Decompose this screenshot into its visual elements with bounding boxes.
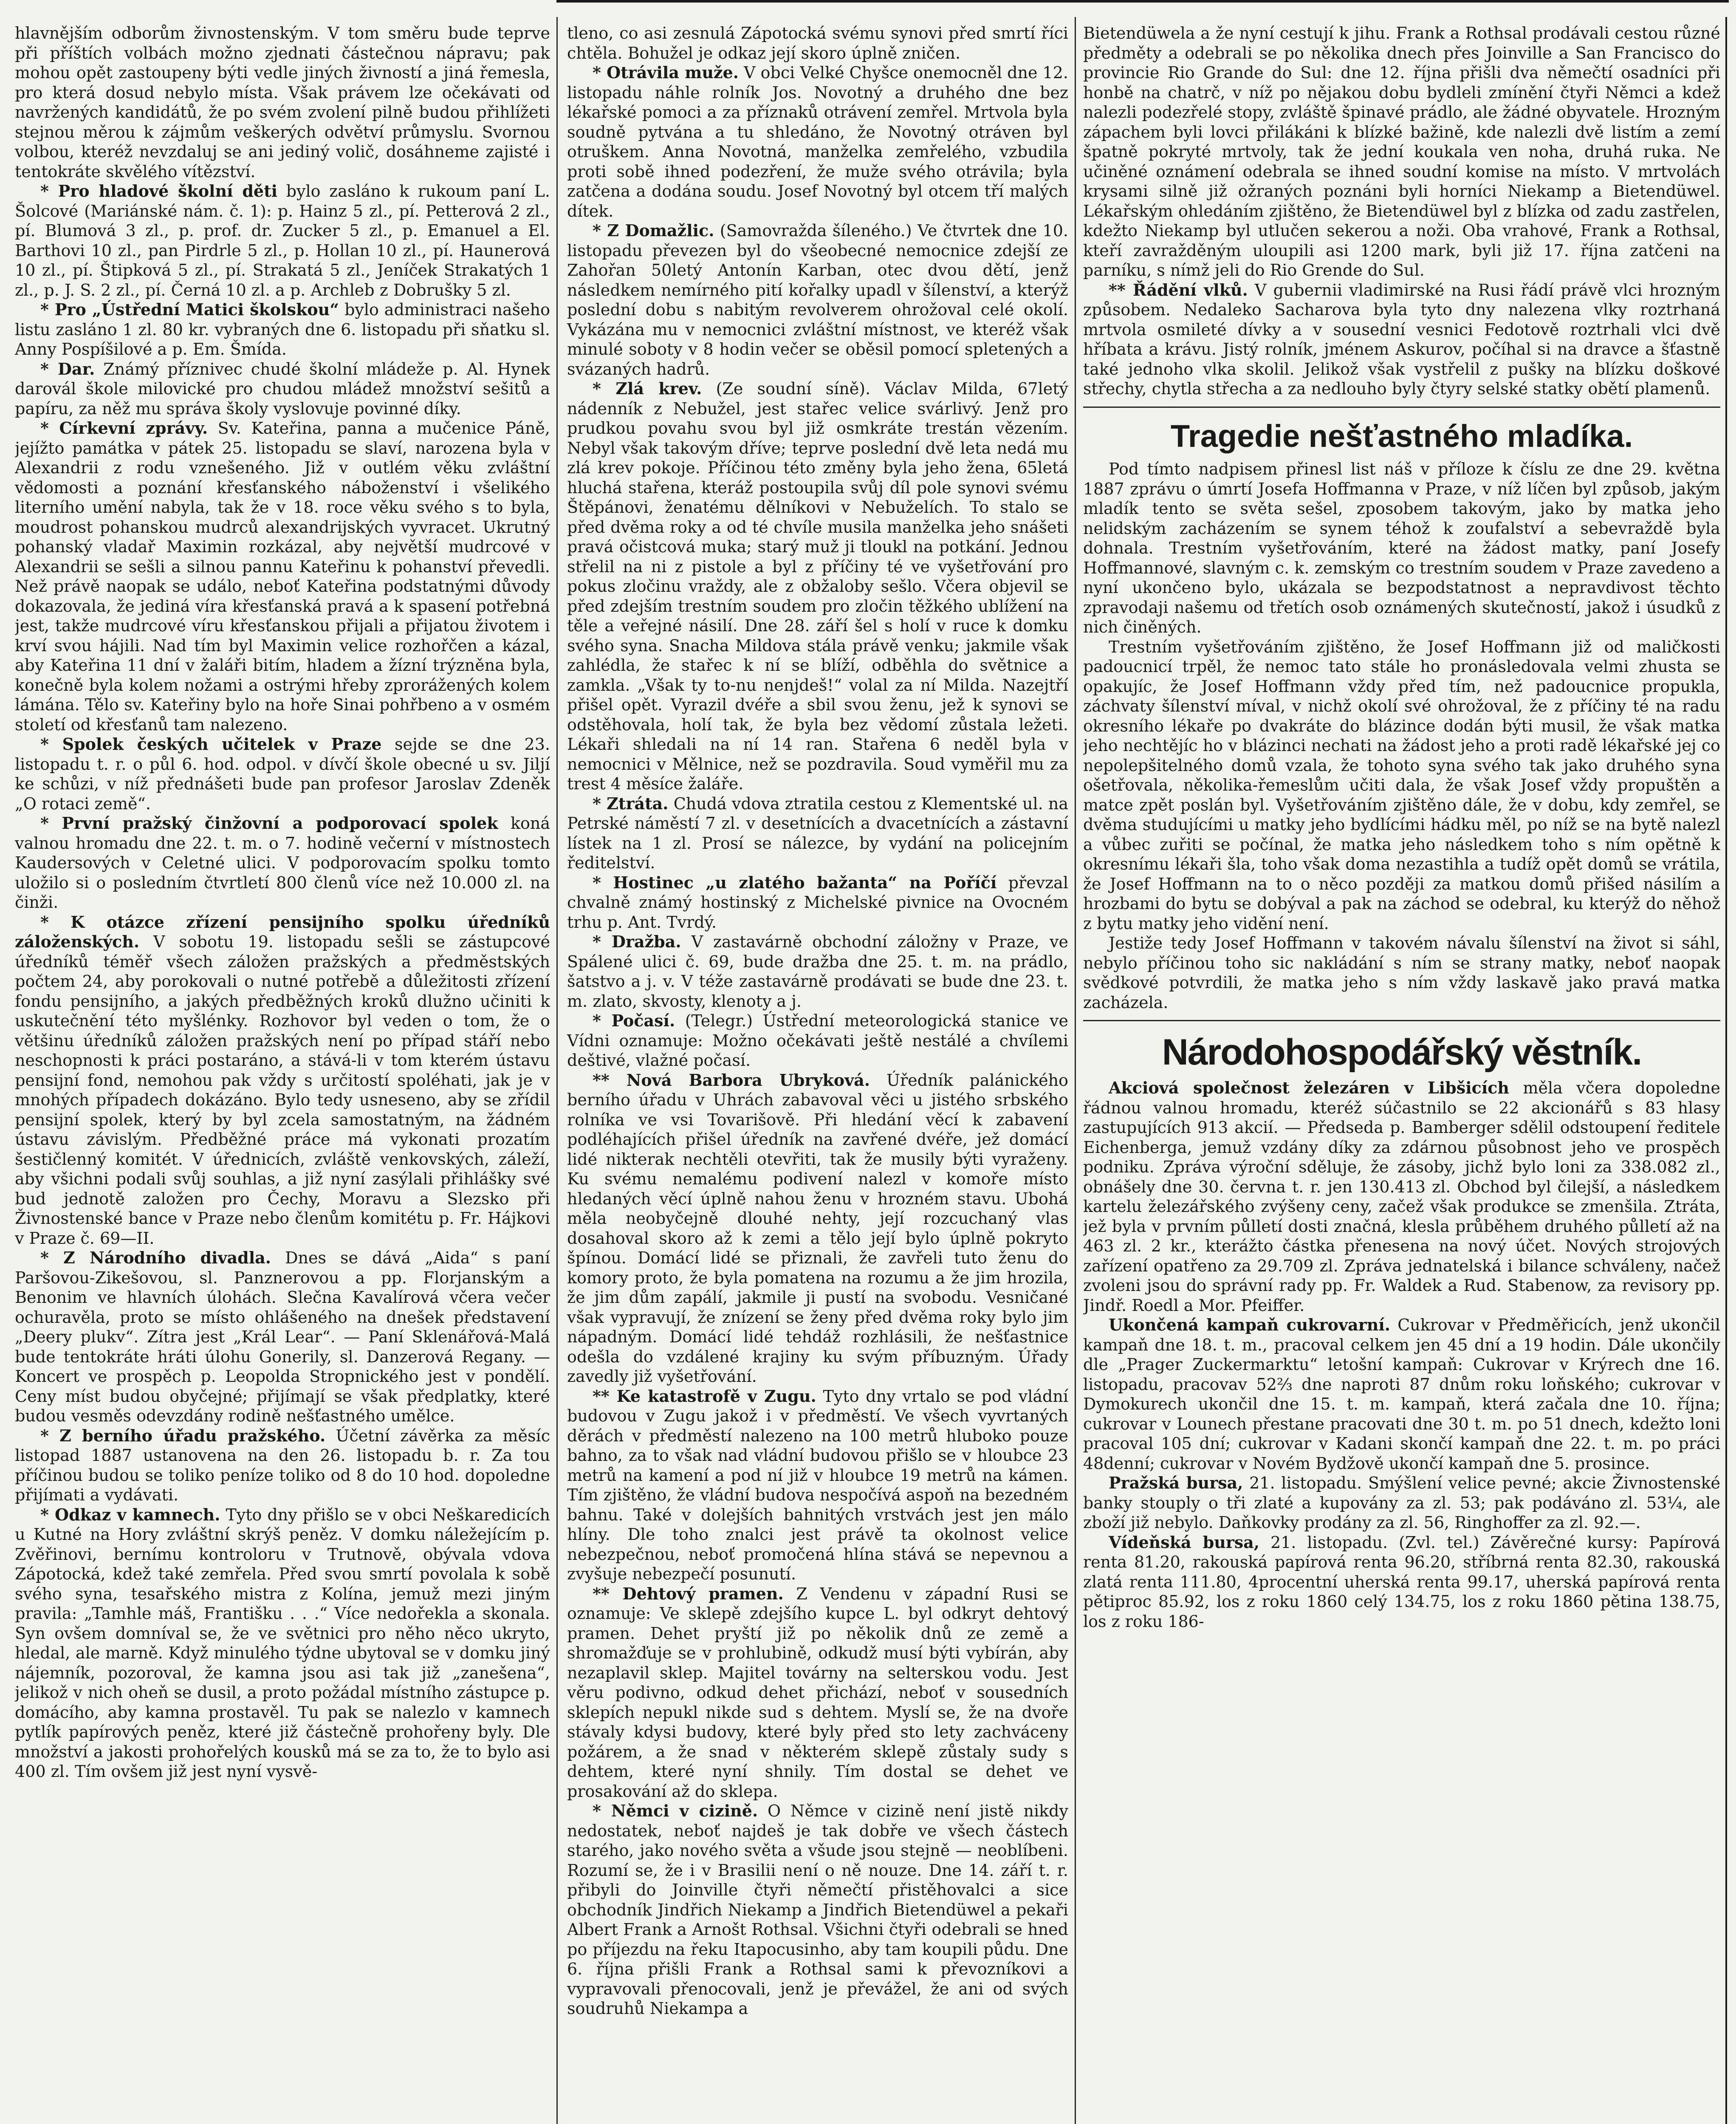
article-heading: ** Ke katastrofě v Zugu.	[593, 1386, 816, 1406]
article-continuation: tleno, co asi zesnulá Zápotocká svému synovi před smrtí říci chtěla. Bohužel je odkaz její skoro úplně zničen.	[567, 24, 1068, 62]
article-national-theatre	[15, 1248, 550, 1426]
article-bad-blood	[567, 379, 1068, 794]
section-heading-tragedie: Tragedie nešťastného mladíka.	[1170, 418, 1633, 454]
article-stove-legacy	[15, 1505, 550, 1782]
column-3	[1083, 23, 1720, 2124]
section-heading-economy: Národohospodářský věstník.	[1162, 1032, 1642, 1073]
article-body: O Němce v cizině není jistě nikdy nedostatek, neboť najdeš je tak dobře ve všech částech starého, jako nového světa a všude jsou stejně — neoblíbeni. Rozumí se, že i v Brasilii není o ně nouze. Dne 14. září t. r. přibyli do Joinville čtyři němečtí přistěhovalci a sice obchodník Jindřich Niekamp a Jindřich Bietendüwel a pekaři Albert Frank a Arnošt Rothsal. Všichni čtyři odebrali se hned po příjezdu na řeku Itapocusinho, aby tam koupili půdu. Dne 6. října přišli Frank a Rothsal sami k převozníkovi a vypravovali přenocovali, jenž je převážel, že ani od svých soudruhů Niekampa a	[567, 1802, 1068, 2018]
article-continuation: Bietendüwela a že nyní cestují k jihu. Frank a Rothsal prodávali cestou různé předměty a odebrali se po několika dnech přes Joinville a San Francisco do provincie Rio Grande do Sul: dne 12. října přišli dva němečtí osadníci při honbě na chatrč, v níž po nějakou dobu bydleli zmínění čtyři Němci a kdež nalezli podezřelé stopy, zvláště špinavé prádlo, ale žádné obyvatele. Hrozným zápachem byli lovci přilákáni k blízké bažině, kde nalezli dvě listím a zemí špatně pokryté mrtvoly, tak že jední koukala ven noha, druhá ruka. Ne učiněné oznámení odebrala se ihned soudní komise na místo. V mrtvolách krysami silně již ožraných poznáni byli horníci Niekamp a Bietendüwel. Lékařským ohledáním zjištěno, že Bietendüwel byl z blízka od zadu zastřelen, kdežto Niekamp byl utlučen sekerou a noži. Oba vrahové, Frank a Rothsal, kteří zavražděným uloupili asi 1200 mark, byli již 17. října zatčeni na parníku, s nímž jeli do Rio Grende do Sul.	[1083, 24, 1720, 280]
article-hungry-children	[15, 181, 550, 300]
article-body: (Telegr.) Ústřední meteorologická stanice ve Vídni oznamuje: Možno očekávati ještě nestálé a chvílemi deštivé, vlažné počasí.	[567, 1011, 1068, 1070]
article-heading: Ukončená kampaň cukrovarní.	[1109, 1315, 1391, 1335]
article-heading: * Z Domažlic.	[593, 221, 714, 240]
article-tragedie-1: Pod tímto nadpisem přinesl list náš v příloze k číslu ze dne 29. května 1887 zprávu o úmrtí Josefa Hoffmanna v Praze, v níž líčen byl způsob, jakým mladík tento se světa sešel, zposobem takovým, jako by matka jeho nelidským zacházením se synem téhož k zoufalství a sebevraždě byla dohnala. Trestním vyšetřováním, které na žádost matky, paní Josefy Hoffmannové, slavným c. k. zemským co trestním soudem v Praze zavedeno a nyní ukončeno bylo, ukázala se bezpodstatnost a nepravdivost těchto zpravodaji našemu od třetích osob oznámených skutečností, jakož i úsudků z nich činěných.	[1083, 460, 1720, 637]
article-rent-society	[15, 813, 550, 912]
article-heading: * Z Národního divadla.	[40, 1248, 271, 1267]
article-heading: * Počasí.	[593, 1011, 675, 1030]
article-heading: ** Dehtový pramen.	[593, 1584, 784, 1603]
article-prague-exchange	[1083, 1473, 1720, 1533]
article-inn	[567, 873, 1068, 932]
article-body: V gubernii vladimirské na Rusi řádí právě vlci hrozným způsobem. Nedaleko Sacharova byla tyto dny nalezena vlky roztrhaná mrtvola osmileté dívky a v sousední vesnici Fedotově roztrhali vlci dvě hříbata a krávu. Jistý rolník, jménem Askurov, počíhal si na dravce a šťastně také jednoho vlka skolil. Jelikož však vystřelil z pušky na blízku doškové střechy, chytla střecha a za nedlouho byly čtyry selské statky obětí plamenů.	[1083, 280, 1720, 398]
article-dar	[15, 359, 550, 419]
column-2	[567, 23, 1068, 2124]
article-heading: * Hostinec „u zlatého bažanta“ na Poříčí	[593, 873, 997, 892]
column-rule-right	[1075, 17, 1076, 2124]
article-heading: * První pražský činžovní a podporovací spolek	[40, 813, 498, 833]
article-teachers-union	[15, 734, 550, 813]
section-divider	[1083, 1020, 1720, 1021]
article-body: bylo zasláno k rukoum paní L. Šolcové (Mariánské nám. č. 1): p. Hainz 5 zl., pí. Petterová 2 zl., pí. Blumová 3 zl., p. prof. dr. Zucker 5 zl., p. Emanuel a El. Barthovi 10 zl., pan Pirdrle 5 zl., p. Hollan 10 zl., pí. Haunerová 10 zl., pí. Štipková 5 zl., pí. Strakatá 5 zl., Jeníček Strakatých 1 zl., p. J. S. 2 zl., pí. Černá 10 zl. a p. Archleb z Dobrušky 5 zl.	[15, 182, 550, 299]
article-wolves	[1083, 280, 1720, 399]
article-body: V sobotu 19. listopadu sešli se zástupcové úředníků téměř všech záložen pražských a předměstských počtem 24, aby porokovali o nutné potřebě a důležitosti zřízení fondu pensijního, a jakých předběžných kroků dlužno učiniti k uskutečnění této myšlénky. Rozhovor byl veden o tom, že o většinu úředníků záložen pražských není po případ stáří nebo neschopnosti k práci postaráno, a stává-li v tom kterém ústavu pensijní fond, nemohou pak vždy s určitostí spoléhati, jak je v mnohých případech dokázáno. Bylo tedy usneseno, aby se zřídil pensijní spolek, který by byl zcela samostatným, na žádném ústavu závislým. Předběžné práce má vykonati prozatím šestičlenný komitét. V úřednicích, zvláště venkovských, záleží, aby všichni podali svůj souhlas, a již nyní zasýlali přihlášky své bud jednotě založen pro Čechy, Moravu a Slezsko při Živnostenské bance v Praze nebo členům komitétu p. Fr. Hájkovi v Praze č. 69—II.	[15, 932, 550, 1248]
article-heading: * Dražba.	[593, 932, 681, 951]
column-1	[15, 23, 550, 2124]
section-divider	[1083, 407, 1720, 408]
article-domazlice	[567, 221, 1068, 379]
article-zug	[567, 1387, 1068, 1584]
article-body: Z Vendenu v západní Rusi se oznamuje: Ve sklepě zdejšího kupce L. byl odkryt dehtový pramen. Dehet pryští již po několik dnů ze země a shromažďuje se v prohlubině, odkudž musí býti vybírán, aby nezaplavil sklep. Majitel továrny na selterskou vodu. Jest věru podivno, odkud dehet přichází, neboť v sousedních sklepích nepukl nikde sud s dehtem. Myslí se, že na dvoře stávaly kdysi budovy, které byly před sto lety zachváceny požárem, a že snad v některém sklepě zůstaly sudy s dehtem, které nyní shnily. Tím dostal se dehet ve prosakování až do sklepa.	[567, 1584, 1068, 1801]
article-heading: * Církevní zprávy.	[40, 418, 208, 438]
article-vienna-exchange	[1083, 1533, 1720, 1632]
article-tragedie-3: Jestiže tedy Josef Hoffmann v takovém návalu šílenství na život si sáhl, nebylo příčinou toho sic nakládání s ním se strany matky, neboť naopak svědkové potvrdili, že matka jeho s ním vždy laskavě jako pravá matka zacházela.	[1083, 934, 1720, 1012]
article-body: Sv. Kateřina, panna a mučenice Páně, jejížto památka v pátek 25. listopadu se slaví, narozena byla v Alexandrii z rodu vznešeného. Již v outlém věku zvláštní vědomosti a poznání křesťanského náboženství i všelikého literního umění nabyla, tak že v 18. roce věku svého s to byla, moudrost pohanskou mudrců alexandrijských vyvracet. Ukrutný pohanský vladař Maximin rozkázal, aby největší mudrcové v Alexandrii se sešli a silnou pannu Kateřinu k pohanství převedli. Než právě naopak se událo, neboť Kateřina podstatnými důvody dokazovala, že jediná víra křesťanská pravá a k spasení potřebná jest, takže mudrcové víru křesťanskou přijali a přijatou životem i krví svou hájili. Nad tím byl Maximin velice rozhořčen a kázal, aby Kateřina 11 dní v žaláři bitím, hladem a žízní trýzněna byla, konečně byla kolem nožami a ostrými hřeby zprorážených kolem lámána. Tělo sv. Kateřiny bylo na hoře Sinai pohřbeno a v osmém století od křesťanů tam nalezeno.	[15, 419, 550, 734]
article-body: V zastavárně obchodní záložny v Praze, ve Spálené ulici č. 69, bude dražba dne 25. t. m. na prádlo, šatstvo a j. v. V téže zastavárně prodávati se bude dne 23. t. m. zlato, skvosty, klenoty a j.	[567, 932, 1068, 1011]
article-heading: * Odkaz v kamnech.	[40, 1505, 220, 1524]
article-germans-abroad	[567, 1801, 1068, 2019]
article-libsice	[1083, 1078, 1720, 1315]
article-heading: * Pro „Ústřední Matici školskou“	[40, 300, 339, 319]
article-heading: * Němci v cizině.	[593, 1801, 758, 1820]
article-sugar-campaign	[1083, 1315, 1720, 1473]
article-body: (Samovražda šíleného.) Ve čtvrtek dne 10. listopadu převezen byl do všeobecné nemocnice zdejší ze Zahořan 50letý Antonín Karban, otec dvou dětí, jenž následkem nemírného pití kořalky upadl v šílenství, a kterýž poslední dobu s nabitým revolverem ohrožoval celé okolí. Vykázána mu v nemocnici zvláštní místnost, ve kteréž však minulé soboty v 8 hodin večer se oběsil pomocí spletených a svázaných hadrů.	[567, 221, 1068, 378]
column-rule-left	[556, 17, 558, 2124]
article-body: (Ze soudní síně). Václav Milda, 67letý nádenník z Nebužel, jest stařec velice svárlivý. Jenž pro prudkou povahu svou byl již osmkráte trestán vězením. Nebyl však takovým dříve; teprve poslední dvě leta nedá mu zlá krev pokoje. Příčinou této změny byla jeho žena, 65letá hluchá stařena, kteráž postoupila svůj díl pole synovi svému Štěpánovi, ženatému dělníkovi v Nebuželích. To stalo se před dvěma roky a od té chvíle musila manželka jeho snášeti pravá očistcová muka; starý muž ji tloukl na potkání. Jednou střelil na ni z pistole a byl z příčiny té ve vyšetřování pro pokus zločinu vraždy, ale z obžaloby sešlo. Včera objevil se před zdejším trestním soudem pro zločin těžkého ublížení na těle a veřejné násilí. Dne 28. září šel s holí v ruce k domku svého syna. Snacha Mildova stála právě venku; jakmile však zahlédla, že stařec k ní se blíží, odběhla do světnice a zamkla. „Však ty to-nu nenjdeš!“ volal za ní Milda. Nazejtří přišel opět. Vyrazil dvéře a sbil svou ženu, jež k synovi se odstěhovala, holí tak, že byla bez vědomí zůstala ležeti. Lékaři shledali na ní 14 ran. Stařena 6 neděl byla v nemocnici v Mělnice, než se pozdravila. Soud vyměřil mu za trest 4 měsíce žaláře.	[567, 379, 1068, 793]
article-heading: Vídeňská bursa,	[1109, 1532, 1260, 1552]
article-body: bylo administraci našeho listu zasláno 1 zl. 80 kr. vybraných dne 6. listopadu při sňatku sl. Anny Pospíšilové a p. Em. Šmída.	[15, 300, 550, 359]
article-matice	[15, 300, 550, 359]
article-body: Chudá vdova ztratila cestou z Klementské ul. na Petrské náměstí 7 zl. v desetnících a dvacetnících a zástavní lístek na 1 zl. Prosí se nálezce, by vydání na policejním ředitelství.	[567, 794, 1068, 872]
article-body: V obci Velké Chyšce onemocněl dne 12. listopadu náhle rolník Jos. Novotný a druhého dne bez lékařské pomoci a za příznaků otrávení zemřel. Mrtvola byla soudně pytvána a tu shledáno, že Novotný otráven byl otruškem. Anna Novotná, manželka zemřelého, vzbudila proti sobě ihned podezření, že muže svého otrávila; byla zatčena a dodána soudu. Josef Novotný byl otcem tří malých dítek.	[567, 63, 1068, 220]
article-heading: * Pro hladové školní děti	[40, 181, 278, 201]
article-loss	[567, 794, 1068, 873]
article-body: Účetní závěrka za měsíc listopad 1887 ustanovena na den 26. listopadu b. r. Za tou příčinou budou se toliko peníze toliko od 8 do 10 hod. dopoledne přijímati a vydávati.	[15, 1426, 550, 1504]
article-tar-spring	[567, 1584, 1068, 1802]
article-body: převzal chvalně známý hostinský z Michelské pivnice na Ovocném trhu p. Ant. Tvrdý.	[567, 873, 1068, 932]
article-heading: * Zlá krev.	[593, 379, 702, 398]
page-edge-rule	[1725, 17, 1727, 2124]
article-pension-fund	[15, 912, 550, 1248]
top-border-rule	[556, 0, 1729, 3]
article-heading: * Ztráta.	[593, 794, 669, 813]
article-tax-office	[15, 1426, 550, 1505]
article-body: Úředník palánického berního úřadu v Uhrách zabavoval věci u jistého srbského rolníka ve vsi Tovarišově. Při hledání věcí k zabavení podléhajících přišel úředník na zavřené dvéře, jež domácí lidé nikterak nechtěli otevřiti, tak že musily býti vyraženy. Ku svému nemalému podivení nalezl v komoře místo hledaných věcí úplně nahou ženu v hrozném stavu. Ubohá měla neobyčejně dlouhé nehty, její rozcuchaný vlas dosahoval skoro až k zemi a tělo její bylo úplně pokryto špínou. Domácí lidé se přiznali, že zavřeli tuto ženu do komory proto, že byla pomatena na rozumu a že jim hrozila, že jim dům zapálí, jakmile ji pustí na svobodu. Vesničané však vypravují, že znízení se ženy před dvěma roky bylo jim nápadným. Domácí lidé tehdáž rozhlásili, že nešťastnice odešla do vzdálené krajiny ku svým příbuzným. Úřady zavedly již vyšetřování.	[567, 1070, 1068, 1386]
article-heading: ** Řádění vlků.	[1109, 280, 1248, 299]
article-body: sejde se dne 23. listopadu t. r. o půl 6. hod. odpol. v dívčí škole obecné u sv. Jiljí ke schůzi, v níž přednášeti bude pan profesor Jaroslav Zdeněk „O rotaci země“.	[15, 735, 550, 813]
article-body: Tyto dny přišlo se v obci Neškaredicích u Kutné na Hory zvláštní skrýš peněz. V domku náležejícím p. Zvěřinovi, bernímu kontroloru v Trutnově, obývala vdova Zápotocká, kdež také zemřela. Před svou smrtí povolala k sobě svého syna, tesařského mistra z Kolína, jemuž mezi jiným pravila: „Tamhle máš, Františku . . .“ Více nedořekla a skonala. Syn ovšem domníval se, že ve světnici pro něho něco ukryto, hledal, ale marně. Když minulého týdne ubytoval se v domku jiný nájemník, pozoroval, že kamna jsou asi tak již „zanešena“, jelikož v nich oheň se dusil, a proto požádal místního zástupce p. domácího, aby kamna prostavěl. Tu pak se nalezlo v kamnech pytlík papírových peněz, které již částečně prohořeny byly. Dle množství a jakosti prohořelých kousků má se za to, že to bylo asi 400 zl. Tím ovšem již jest nyní vysvě-	[15, 1505, 550, 1781]
article-tragedie-2: Trestním vyšetřováním zjištěno, že Josef Hoffmann již od maličkosti padoucnicí trpěl, že nemoc tato stále ho pronásledovala velmi zhusta se opakujíc, že Josef Hoffmann vždy před tím, než padoucnice propukla, záchvaty šílenství míval, v nichž okolí své ohrožoval, že z příčiny té na radu okresního lékaře po dvakráte do blázince dodán býti musil, že však matka jeho nechtějíc ho v blázinci nechati na žádost jeho a proti radě lékařské jej co nepolepšitelného domů vzala, že tohoto syna svého tak jako druhého syna ošetřovala, několika-řemeslům učiti dala, že však Josef vždy propuštěn a matce zpět poslán byl. Vyšetřováním zjištěno dále, že v dobu, kdy zemřel, se dvěma studujícími u matky jeho bydlícími hádku měl, po níž se na bytě nalezl a vůbec zuřiti se počínal, že matka jeho následkem toho s ním opětně k okresnímu lékaři šla, toho však doma nezastihla a tudíž opět domů se vrátila, že Josef Hoffmann na to o něco později za matkou domů přišed násilím a hrozbami do bytu se dobýval a pak na záchod se odebral, ku kterýž do něhož z bytu matky jeho vidění není.	[1083, 637, 1720, 933]
article-heading: Akciová společnost železáren v Libšicích	[1109, 1078, 1510, 1098]
article-body: Tyto dny vrtalo se pod vládní budovou v Zugu jakož i v předměstí. Ve všech vyvrtaných děrách v předměstí nalezeno na 100 metrů hluboko pouze bahno, za to však nad vládní budovou přišlo se v hloubce 23 metrů na kamení a pod ní již v hloubce 19 metrů na kámen. Tím zjištěno, že vládní budova nespočívá aspoň na bezedném bahnu. Také v dolejších bahnitých vrstvách jest jen málo hlíny. Dle toho znalci jest právě ta okolnost velice nebezpečnou, neboť promočená hlína stává se nepevnou a zvyšuje nebezpečí posunutí.	[567, 1387, 1068, 1583]
article-poisoning	[567, 63, 1068, 221]
article-continuation: hlavnějším odborům živnostenským. V tom směru bude teprve při příštích volbách možno zjednati částečnou nápravu; pak mohou opět zastoupeny býti vedle jiných živností a jiná řemesla, pro která dosud nebylo místa. Však právem lze očekávati od navržených kandidátů, že po svém zvolení pilně budou přihlížeti stejnou měrou k zájmům veškerých odvětví průmyslu. Svornou volbou, kteréž nevzdaluj se ani jediný volič, dosáhneme zajisté i tentokráte skvělého vítězství.	[15, 24, 550, 181]
article-heading: * Spolek českých učitelek v Praze	[40, 734, 382, 754]
article-weather	[567, 1011, 1068, 1070]
article-heading: * Z berního úřadu pražského.	[40, 1426, 326, 1445]
article-heading: * Dar.	[40, 359, 95, 378]
article-body: koná valnou hromadu dne 22. t. m. o 7. hodině večerní v místnostech Kaudersových v Celetné ulici. V podporovacím spolku tomto uložilo si o posledním čtvrtletí 800 členů více než 10.000 zl. na činži.	[15, 814, 550, 912]
article-body: 21. listopadu. (Zvl. tel.) Závěrečné kursy: Papírová renta 81.20, rakouská papírová renta 96.20, stříbrná renta 82.30, rakouská zlatá renta 111.80, 4procentní uherská renta 99.17, uherská papírová renta pětiproc 85.92, los z roku 1860 celý 134.75, los z roku 1860 pětina 138.75, los z roku 186-	[1083, 1533, 1720, 1631]
article-heading: * K otázce zřízení pensijního spolku úředníků záloženských.	[15, 912, 550, 951]
article-heading: * Otrávila muže.	[593, 63, 739, 82]
article-body: 21. listopadu. Smýšlení velice pevné; akcie Živnostenské banky stouply o tři zlaté a kupovány za zl. 53; pak podáváno zl. 53¼, ale zboží již nebylo. Daňkovky prodány za zl. 56, Ringhoffer za zl. 92.—.	[1083, 1474, 1720, 1532]
article-auction	[567, 932, 1068, 1011]
article-heading: Pražská bursa,	[1109, 1473, 1243, 1493]
article-body: měla včera dopoledne řádnou valnou hromadu, kteréž súčastnilo se 22 akcionářů s 83 hlasy zastupujících 913 akcií. — Předseda p. Bamberger sdělil odstoupení ředitele Eichenberga, jemuž vzdány díky za zdárnou působnost jeho ve prospěch podniku. Zpráva výroční sděluje, že zásoby, jichž bylo loni za 338.082 zl., obnášely dne 30. června t. r. jen 130.413 zl. Obchod byl čilejší, a následkem kartelu železářského zvýšeny ceny, začež však produkce se zmenšila. Ztráta, jež byla v prvním půlletí dosti značná, klesla průběhem druhého půlletí až na 463 zl. 2 kr., kterážto částka přenesena na nový účet. Nových strojových zařízení opatřeno za 29.709 zl. Zpráva jednatelská i bilance schváleny, načež zvoleni jsou do správní rady pp. Fr. Waldek a Rud. Stabenow, za revisory pp. Jindř. Roedl a Mor. Pfeiffer.	[1083, 1079, 1720, 1315]
article-church-news	[15, 418, 550, 734]
article-body: Dnes se dává „Aida“ s paní Paršovou-Zikešovou, sl. Panznerovou a pp. Florjanským a Benonim ve hlavních úlohách. Slečna Kavalírová včera večer ochuravěla, proto se místo ohlášeného na dnešek představení „Deery plukv“. Zítra jest „Král Lear“. — Paní Sklenářová-Malá bude tentokráte hráti úlohu Gonerily, sl. Danzerová Regany. — Koncert ve prospěch p. Leopolda Stropnického jest v pondělí. Ceny míst budou obyčejné; přijímají se však předplatky, které budou vesměs odevzdány rodině nešťastného umělce.	[15, 1248, 550, 1425]
article-barbora	[567, 1070, 1068, 1387]
article-body: Známý příznivec chudé školní mládeže p. Al. Hynek darovál škole milovické pro chudou mládež množství sešitů a papíru, za něž mu správa školy vyslovuje povinné díky.	[15, 359, 550, 418]
article-body: Cukrovar v Předměřicích, jenž ukončil kampaň dne 18. t. m., pracoval celkem jen 45 dní a 19 hodin. Dále ukončily dle „Prager Zuckermarktu“ letošní kampaň: Cukrovar v Krýrech dne 16. listopadu, pracovav 52⅔ dne naproti 87 dnům roku loňského; cukrovar v Dymokurech ukončil dne 15. t. m. kampaň, která začala dne 10. října; cukrovar v Lounech přestane pracovati dne 30 t. m. po 51 dnech, kdežto loni pracoval 105 dní; cukrovar v Kadani skončí kampaň dne 22. t. m. po práci 48denní; cukrovar v Novém Bydžově ukončí kampaň dne 5. prosince.	[1083, 1316, 1720, 1473]
article-heading: ** Nová Barbora Ubryková.	[593, 1070, 870, 1090]
